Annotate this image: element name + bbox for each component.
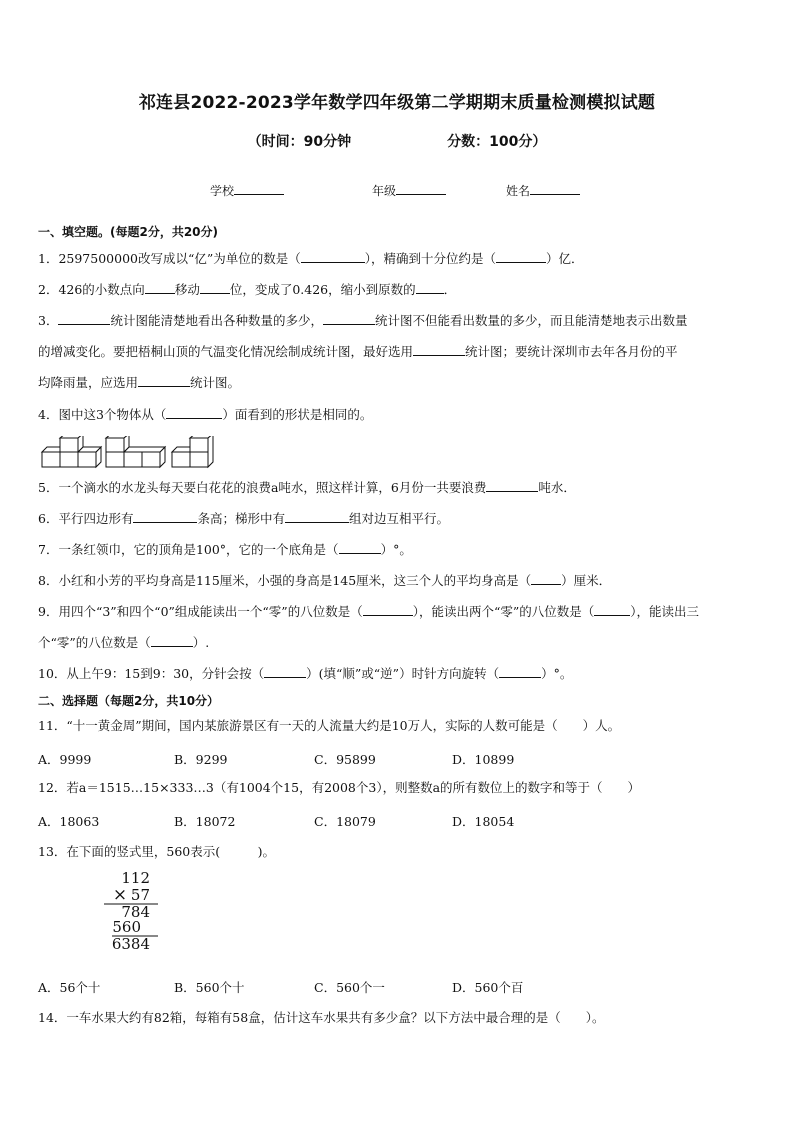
question-5: 5．一个滴水的水龙头每天要白花花的浪费a吨水，照这样计算，6月份一共要浪费 吨水． <box>38 472 758 503</box>
cube-figure-1 <box>42 436 101 467</box>
question-4: 4．图中这3个物体从（ ）面看到的形状是相同的。 <box>38 399 758 430</box>
calc-partial-1: 784 <box>121 903 150 921</box>
question-11: 11．“十一黄金周”期间，国内某旅游景区有一天的人流量大约是10万人，实际的人数可能是（ ）人。 <box>38 718 621 733</box>
answer-blank[interactable] <box>301 248 365 263</box>
answer-blank[interactable] <box>166 404 222 419</box>
cube-figures <box>40 436 220 470</box>
calc-partial-2: 560 <box>112 918 141 936</box>
answer-blank[interactable] <box>200 279 230 294</box>
calc-result: 6384 <box>111 935 150 952</box>
answer-blank[interactable] <box>416 279 444 294</box>
answer-blank[interactable] <box>58 310 110 325</box>
option-b[interactable]: B．560个十 <box>174 980 245 995</box>
answer-blank[interactable] <box>145 279 175 294</box>
answer-blank[interactable] <box>496 248 546 263</box>
question-10: 10．从上午9：15到9：30，分针会按（ ）(填“顺”或“逆”）时针方向旋转（ ）°。 <box>38 658 758 689</box>
calc-multiplier: 57 <box>130 886 150 904</box>
cube-figure-2 <box>106 436 165 467</box>
question-1: 1．2597500000改写成以“亿”为单位的数是（ ），精确到十分位约是（ ）亿． <box>38 243 758 274</box>
question-7: 7．一条红领巾，它的顶角是100°，它的一个底角是（ ）°。 <box>38 534 758 565</box>
option-a[interactable]: A．56个十 <box>38 980 101 995</box>
answer-blank[interactable] <box>285 508 349 523</box>
calc-top: 112 <box>121 870 150 887</box>
cube-figure-3 <box>172 436 213 467</box>
answer-blank[interactable] <box>486 477 538 492</box>
answer-blank[interactable] <box>264 663 306 678</box>
section-choice: 二、选择题（每题2分，共10分） <box>38 694 220 708</box>
exam-score: 分数：100分） <box>447 134 547 150</box>
question-13: 13．在下面的竖式里，560表示( )。 <box>38 844 276 859</box>
grade-field[interactable]: 年级 <box>372 182 446 199</box>
question-12: 12．若a＝1515…15×333…3（有1004个15，有2008个3），则整数a的所有数位上的数字和等于（ ） <box>38 780 641 795</box>
option-d[interactable]: D．560个百 <box>452 980 524 995</box>
question-6: 6．平行四边形有 条高；梯形中有 组对边互相平行。 <box>38 503 758 534</box>
question-3: 3． 统计图能清楚地看出各种数量的多少， 统计图不但能看出数量的多少，而且能清楚地表示出数量 的增减变化。要把梧桐山顶的气温变化情况绘制成统计图，最好选用 统计图；要统计深圳市去年各月份的平 均降雨量，应选用 统计图。 <box>38 305 758 398</box>
answer-blank[interactable] <box>531 570 561 585</box>
option-d[interactable]: D．10899 <box>452 752 515 767</box>
vertical-multiplication <box>100 870 170 952</box>
page-title: 祁连县2022-2023学年数学四年级第二学期期末质量检测模拟试题 <box>138 93 656 113</box>
answer-blank[interactable] <box>499 663 541 678</box>
answer-blank[interactable] <box>151 632 193 647</box>
answer-blank[interactable] <box>339 539 381 554</box>
option-c[interactable]: C．95899 <box>314 752 376 767</box>
option-b[interactable]: B．18072 <box>174 814 236 829</box>
answer-blank[interactable] <box>363 601 413 616</box>
name-field[interactable]: 姓名 <box>506 182 580 199</box>
question-9: 9．用四个“3”和四个“0”组成能读出一个“零”的八位数是（ ），能读出两个“零”的八位数是（ ），能读出三 个“零”的八位数是（ ）. <box>38 596 758 658</box>
answer-blank[interactable] <box>133 508 197 523</box>
option-a[interactable]: A．18063 <box>38 814 100 829</box>
option-b[interactable]: B．9299 <box>174 752 228 767</box>
answer-blank[interactable] <box>594 601 630 616</box>
exam-meta <box>0 131 794 151</box>
answer-blank[interactable] <box>413 341 465 356</box>
option-c[interactable]: C．560个一 <box>314 980 385 995</box>
option-a[interactable]: A．9999 <box>38 752 92 767</box>
question-2: 2．426的小数点向 移动 位，变成了0.426，缩小到原数的 ． <box>38 274 758 305</box>
answer-blank[interactable] <box>138 372 190 387</box>
section-fill-blank: 一、填空题。(每题2分，共20分) <box>38 225 219 239</box>
exam-time: （时间：90分钟 <box>247 134 352 150</box>
question-14: 14．一车水果大约有82箱，每箱有58盒，估计这车水果共有多少盒？以下方法中最合理的是（ ）。 <box>38 1010 605 1025</box>
times-sign: × <box>112 885 128 905</box>
question-8: 8．小红和小芳的平均身高是115厘米，小强的身高是145厘米，这三个人的平均身高是（ ）厘米． <box>38 565 758 596</box>
school-field[interactable]: 学校 <box>210 182 284 199</box>
answer-blank[interactable] <box>323 310 375 325</box>
option-c[interactable]: C．18079 <box>314 814 376 829</box>
option-d[interactable]: D．18054 <box>452 814 515 829</box>
